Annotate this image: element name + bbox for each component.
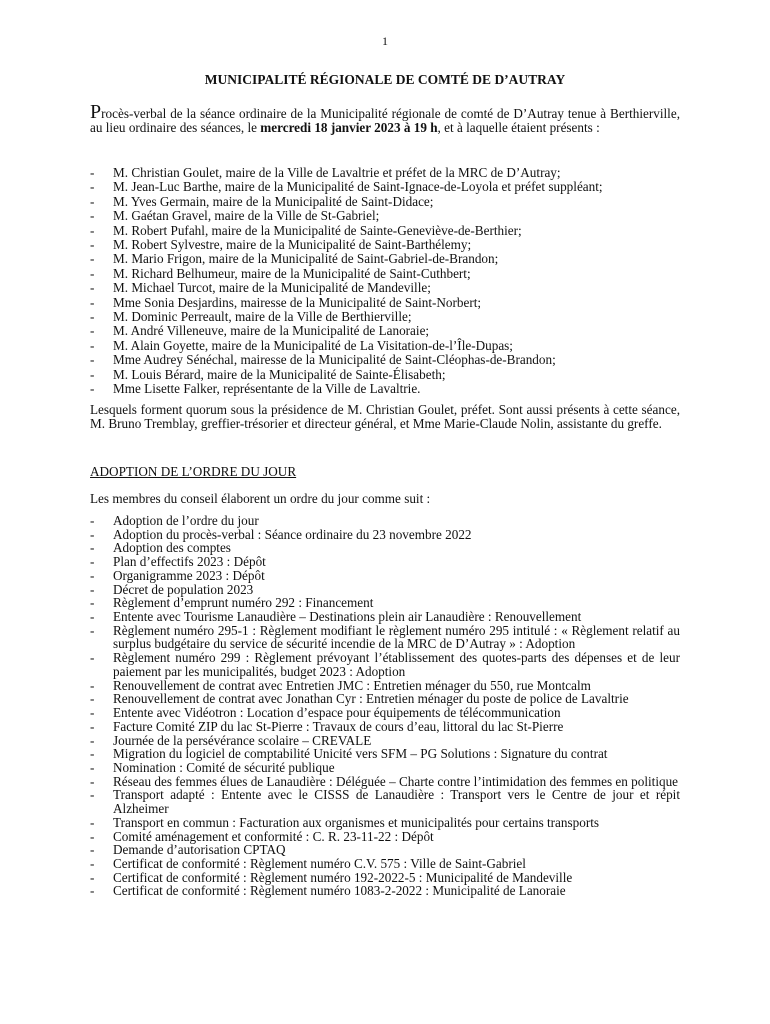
intro-dropcap: P	[90, 101, 102, 123]
agenda-item	[90, 692, 680, 706]
bullet-dash: -	[90, 179, 95, 195]
bullet-dash: -	[90, 352, 95, 368]
agenda-intro: Les membres du conseil élaborent un ordre du jour comme suit :	[90, 491, 431, 506]
item-text: M. Michael Turcot, maire de la Municipalité de Mandeville;	[113, 280, 431, 296]
bullet-dash: -	[90, 193, 95, 209]
item-text: Règlement numéro 299 : Règlement prévoyant l’établissement des quotes-parts des dépenses et de leur paiement par les municipalités, budget 2023 : Adoption	[113, 650, 680, 679]
bullet-dash: -	[90, 208, 95, 224]
bullet-dash: -	[90, 732, 95, 748]
item-text: Transport en commun : Facturation aux organismes et municipalités pour certains transports	[113, 814, 600, 830]
agenda-item	[90, 555, 680, 569]
item-text: Entente avec Vidéotron : Location d’espace pour équipements de télécommunication	[113, 705, 561, 721]
agenda-item	[90, 679, 680, 693]
bullet-dash: -	[90, 294, 95, 310]
agenda-item	[90, 884, 680, 898]
agenda-item	[90, 541, 680, 555]
bullet-dash: -	[90, 222, 95, 238]
agenda-item	[90, 761, 680, 775]
item-text: Réseau des femmes élues de Lanaudière : Déléguée – Charte contre l’intimidation des femmes en politique	[113, 773, 679, 789]
bullet-dash: -	[90, 814, 95, 830]
attendee-item	[90, 281, 680, 295]
item-text: M. Robert Sylvestre, maire de la Municipalité de Saint-Barthélemy;	[113, 237, 472, 253]
item-text: Renouvellement de contrat avec Entretien JMC : Entretien ménager du 550, rue Montcalm	[113, 677, 591, 693]
bullet-dash: -	[90, 554, 95, 570]
item-text: Certificat de conformité : Règlement numéro 1083-2-2022 : Municipalité de Lanoraie	[113, 883, 566, 899]
bullet-dash: -	[90, 251, 95, 267]
agenda-item	[90, 857, 680, 871]
page-number: 1	[382, 34, 388, 48]
attendee-item	[90, 296, 680, 310]
item-text: Certificat de conformité : Règlement numéro C.V. 575 : Ville de Saint-Gabriel	[113, 855, 526, 871]
agenda-item	[90, 610, 680, 624]
bullet-dash: -	[90, 705, 95, 721]
bullet-dash: -	[90, 677, 95, 693]
item-text: M. Jean-Luc Barthe, maire de la Municipalité de Saint-Ignace-de-Loyola et préfet suppléant;	[113, 179, 603, 195]
bullet-dash: -	[90, 773, 95, 789]
intro-text-before: rocès-verbal de la séance ordinaire de la Municipalité régionale de comté de D’Autray tenue à Berthierville, au lieu ordinaire des séances, le	[90, 106, 680, 136]
agenda-item	[90, 596, 680, 610]
item-text: M. Robert Pufahl, maire de la Municipalité de Sainte-Geneviève-de-Berthier;	[113, 222, 522, 238]
item-text: M. Yves Germain, maire de la Municipalité de Saint-Didace;	[113, 193, 434, 209]
attendee-item	[90, 267, 680, 281]
item-text: Mme Sonia Desjardins, mairesse de la Municipalité de Saint-Norbert;	[113, 294, 482, 310]
agenda-item	[90, 843, 680, 857]
item-text: Règlement numéro 295-1 : Règlement modifiant le règlement numéro 295 intitulé : « Règlement relatif au surplus budgétaire du service de sécurité incendie de la MRC de D’Autray » : Adoption	[113, 622, 680, 652]
section-title: ADOPTION DE L’ORDRE DU JOUR	[90, 464, 297, 479]
bullet-dash: -	[90, 265, 95, 281]
bullet-dash: -	[90, 381, 95, 397]
bullet-dash: -	[90, 869, 95, 885]
item-text: Adoption du procès-verbal : Séance ordinaire du 23 novembre 2022	[113, 526, 472, 542]
agenda-item	[90, 747, 680, 761]
item-text: Mme Lisette Falker, représentante de la Ville de Lavaltrie.	[113, 381, 421, 397]
agenda-item	[90, 528, 680, 542]
attendee-item	[90, 382, 680, 396]
bullet-dash: -	[90, 366, 95, 382]
bullet-dash: -	[90, 237, 95, 253]
item-text: M. Louis Bérard, maire de la Municipalité de Sainte-Élisabeth;	[113, 366, 446, 382]
item-text: Nomination : Comité de sécurité publique	[113, 759, 335, 775]
item-text: Demande d’autorisation CPTAQ	[113, 842, 286, 858]
item-text: Certificat de conformité : Règlement numéro 192-2022-5 : Municipalité de Mandeville	[113, 869, 573, 885]
quorum-paragraph: Lesquels forment quorum sous la présidence de M. Christian Goulet, préfet. Sont aussi présents à cette séance, M. Bruno Tremblay, greffier-trésorier et directeur général, et Mme Marie-Claude Nolin, assistante du greffe.	[90, 402, 680, 432]
item-text: Comité aménagement et conformité : C. R. 23-11-22 : Dépôt	[113, 828, 434, 844]
bullet-dash: -	[90, 513, 95, 528]
item-text: M. André Villeneuve, maire de la Municipalité de Lanoraie;	[113, 323, 430, 339]
agenda-item	[90, 830, 680, 844]
agenda-item	[90, 514, 680, 528]
item-text: Plan d’effectifs 2023 : Dépôt	[113, 554, 266, 570]
agenda-item	[90, 624, 680, 651]
bullet-dash: -	[90, 595, 95, 611]
item-text: Règlement d’emprunt numéro 292 : Financement	[113, 595, 374, 611]
item-text: Décret de population 2023	[113, 581, 254, 597]
item-text: Facture Comité ZIP du lac St-Pierre : Travaux de cours d’eau, littoral du lac St-Pierre	[113, 718, 564, 734]
bullet-dash: -	[90, 842, 95, 858]
attendee-item	[90, 252, 680, 266]
item-text: M. Mario Frigon, maire de la Municipalité de Saint-Gabriel-de-Brandon;	[113, 251, 499, 267]
bullet-dash: -	[90, 526, 95, 542]
item-text: M. Dominic Perreault, maire de la Ville de Berthierville;	[113, 309, 412, 325]
item-text: Journée de la persévérance scolaire – CREVALE	[113, 732, 372, 748]
agenda-item	[90, 720, 680, 734]
agenda-item	[90, 569, 680, 583]
bullet-dash: -	[90, 718, 95, 734]
agenda-item	[90, 788, 680, 815]
attendee-item	[90, 195, 680, 209]
item-text: Mme Audrey Sénéchal, mairesse de la Municipalité de Saint-Cléophas-de-Brandon;	[113, 352, 556, 368]
agenda-item	[90, 871, 680, 885]
document-heading: MUNICIPALITÉ RÉGIONALE DE COMTÉ DE D’AUTRAY	[204, 72, 566, 87]
bullet-dash: -	[90, 581, 95, 597]
bullet-dash: -	[90, 622, 95, 638]
agenda-item	[90, 583, 680, 597]
bullet-dash: -	[90, 609, 95, 625]
meeting-date: mercredi 18 janvier 2023 à 19 h	[260, 120, 438, 136]
attendee-item	[90, 180, 680, 194]
bullet-dash: -	[90, 650, 95, 666]
bullet-dash: -	[90, 855, 95, 871]
item-text: M. Christian Goulet, maire de la Ville de Lavaltrie et préfet de la MRC de D’Autray;	[113, 165, 561, 180]
item-text: M. Alain Goyette, maire de la Municipalité de La Visitation-de-l’Île-Dupas;	[113, 337, 513, 353]
agenda-item	[90, 775, 680, 789]
intro-paragraph	[90, 101, 680, 136]
agenda-item	[90, 651, 680, 678]
bullet-dash: -	[90, 567, 95, 583]
item-text: M. Gaétan Gravel, maire de la Ville de St-Gabriel;	[113, 208, 380, 224]
item-text: Transport adapté : Entente avec le CISSS de Lanaudière : Transport vers le Centre de jour et répit Alzheimer	[113, 787, 680, 817]
bullet-dash: -	[90, 759, 95, 775]
item-text: Adoption des comptes	[113, 540, 231, 556]
item-text: M. Richard Belhumeur, maire de la Municipalité de Saint-Cuthbert;	[113, 265, 471, 281]
attendee-item	[90, 224, 680, 238]
item-text: Migration du logiciel de comptabilité Unicité vers SFM – PG Solutions : Signature du contrat	[113, 746, 608, 762]
attendee-list	[90, 166, 680, 397]
item-text: Adoption de l’ordre du jour	[113, 513, 259, 528]
agenda-item	[90, 706, 680, 720]
bullet-dash: -	[90, 883, 95, 899]
item-text: Renouvellement de contrat avec Jonathan Cyr : Entretien ménager du poste de police de Lavaltrie	[113, 691, 629, 707]
bullet-dash: -	[90, 337, 95, 353]
bullet-dash: -	[90, 746, 95, 762]
bullet-dash: -	[90, 540, 95, 556]
attendee-item	[90, 339, 680, 353]
agenda-item	[90, 816, 680, 830]
attendee-item	[90, 310, 680, 324]
bullet-dash: -	[90, 828, 95, 844]
item-text: Entente avec Tourisme Lanaudière – Destinations plein air Lanaudière : Renouvellement	[113, 609, 582, 625]
bullet-dash: -	[90, 691, 95, 707]
item-text: Organigramme 2023 : Dépôt	[113, 567, 265, 583]
attendee-item	[90, 238, 680, 252]
attendee-item	[90, 209, 680, 223]
attendee-item	[90, 166, 680, 180]
attendee-item	[90, 324, 680, 338]
attendee-item	[90, 368, 680, 382]
agenda-item	[90, 734, 680, 748]
bullet-dash: -	[90, 309, 95, 325]
bullet-dash: -	[90, 323, 95, 339]
attendee-item	[90, 353, 680, 367]
bullet-dash: -	[90, 787, 95, 803]
bullet-dash: -	[90, 280, 95, 296]
agenda-list	[90, 514, 680, 898]
bullet-dash: -	[90, 165, 95, 180]
intro-text-after: , et à laquelle étaient présents :	[437, 120, 600, 136]
